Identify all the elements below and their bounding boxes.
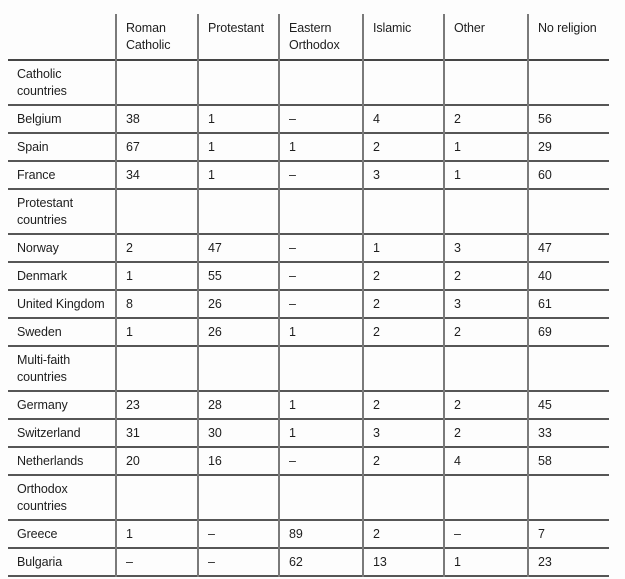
cell: 34 [116, 161, 198, 189]
cell: 1 [444, 161, 528, 189]
cell: 47 [198, 234, 279, 262]
cell: – [116, 548, 198, 576]
table-row [8, 520, 609, 548]
row-label: United Kingdom [17, 297, 105, 311]
cell: 2 [444, 419, 528, 447]
cell: 1 [198, 105, 279, 133]
cell: 61 [528, 290, 609, 318]
cell: – [198, 548, 279, 576]
cell [198, 60, 279, 105]
cell [198, 189, 279, 234]
cell [363, 189, 444, 234]
cell: 62 [279, 548, 363, 576]
table-row [8, 161, 609, 189]
cell: 23 [116, 391, 198, 419]
table-row [8, 447, 609, 475]
cell: 2 [363, 447, 444, 475]
cell: 4 [444, 447, 528, 475]
cell: 1 [279, 133, 363, 161]
row-label: Switzerland [17, 426, 81, 440]
cell: 45 [528, 391, 609, 419]
cell: 26 [198, 318, 279, 346]
row-label: Belgium [17, 112, 62, 126]
cell: 13 [363, 548, 444, 576]
cell: 55 [198, 262, 279, 290]
cell: 1 [198, 161, 279, 189]
cell [528, 346, 609, 391]
cell [116, 189, 198, 234]
row-label: Bulgaria [17, 555, 63, 569]
cell: 1 [363, 234, 444, 262]
cell: 40 [528, 262, 609, 290]
cell: 38 [116, 105, 198, 133]
cell: 2 [363, 262, 444, 290]
column-header: Protestant [198, 14, 279, 60]
table-row [8, 234, 609, 262]
cell: 1 [279, 419, 363, 447]
table-row [8, 391, 609, 419]
cell: 89 [279, 520, 363, 548]
cell: – [279, 105, 363, 133]
column-header: No religion [528, 14, 609, 60]
cell [198, 475, 279, 520]
cell: 2 [444, 318, 528, 346]
row-label: Greece [17, 527, 58, 541]
cell: 1 [279, 391, 363, 419]
cell: 1 [116, 262, 198, 290]
cell [116, 60, 198, 105]
cell [444, 60, 528, 105]
column-header: Roman Catholic [116, 14, 198, 60]
table-header [8, 14, 609, 60]
cell: 2 [363, 318, 444, 346]
column-header: Other [444, 14, 528, 60]
cell: 1 [279, 318, 363, 346]
cell: 2 [444, 262, 528, 290]
cell: 58 [528, 447, 609, 475]
cell: 3 [444, 234, 528, 262]
cell: 26 [198, 290, 279, 318]
cell: 3 [363, 161, 444, 189]
cell: 2 [444, 391, 528, 419]
table-row [8, 419, 609, 447]
cell: 1 [444, 133, 528, 161]
row-label: Spain [17, 140, 49, 154]
cell: 20 [116, 447, 198, 475]
row-label: Germany [17, 398, 68, 412]
cell [116, 346, 198, 391]
cell: – [279, 161, 363, 189]
cell [279, 189, 363, 234]
cell: 60 [528, 161, 609, 189]
cell: – [279, 447, 363, 475]
cell: – [198, 520, 279, 548]
table-row [8, 318, 609, 346]
header-row [8, 14, 609, 60]
column-header: Eastern Orthodox [279, 14, 363, 60]
cell: 1 [116, 318, 198, 346]
section-label: Catholic countries [17, 66, 67, 98]
cell: – [444, 520, 528, 548]
row-label: Netherlands [17, 454, 84, 468]
cell [528, 60, 609, 105]
cell: – [279, 234, 363, 262]
cell: 2 [363, 520, 444, 548]
cell: – [279, 262, 363, 290]
cell: 2 [363, 133, 444, 161]
row-label: Sweden [17, 325, 62, 339]
cell: 69 [528, 318, 609, 346]
cell: 16 [198, 447, 279, 475]
cell: 28 [198, 391, 279, 419]
cell: 2 [116, 234, 198, 262]
section-label: Protestant countries [17, 195, 73, 227]
cell: 1 [116, 520, 198, 548]
religion-table [8, 14, 609, 577]
cell: 3 [444, 290, 528, 318]
row-label: France [17, 168, 56, 182]
cell: 56 [528, 105, 609, 133]
section-row [8, 346, 609, 391]
cell [363, 346, 444, 391]
cell [444, 189, 528, 234]
cell: 2 [444, 105, 528, 133]
cell: 3 [363, 419, 444, 447]
table-row [8, 290, 609, 318]
section-label: Orthodox countries [17, 481, 68, 513]
section-row [8, 60, 609, 105]
table-row [8, 262, 609, 290]
cell [198, 346, 279, 391]
cell: 29 [528, 133, 609, 161]
row-label: Norway [17, 241, 59, 255]
cell: 30 [198, 419, 279, 447]
cell [279, 475, 363, 520]
cell: 67 [116, 133, 198, 161]
cell [528, 475, 609, 520]
cell [363, 60, 444, 105]
cell: 2 [363, 391, 444, 419]
row-label: Denmark [17, 269, 68, 283]
cell [363, 475, 444, 520]
cell: – [279, 290, 363, 318]
section-row [8, 189, 609, 234]
cell: 47 [528, 234, 609, 262]
cell: 1 [198, 133, 279, 161]
corner-cell [8, 14, 116, 60]
cell: 7 [528, 520, 609, 548]
cell: 1 [444, 548, 528, 576]
cell [444, 475, 528, 520]
table-row [8, 133, 609, 161]
cell: 8 [116, 290, 198, 318]
table-row [8, 105, 609, 133]
section-label: Multi-faith countries [17, 352, 71, 384]
cell: 23 [528, 548, 609, 576]
cell: 4 [363, 105, 444, 133]
cell: 31 [116, 419, 198, 447]
cell [279, 346, 363, 391]
cell [279, 60, 363, 105]
table-body [8, 60, 609, 576]
cell [116, 475, 198, 520]
cell: 33 [528, 419, 609, 447]
table-row [8, 548, 609, 576]
cell [444, 346, 528, 391]
cell [528, 189, 609, 234]
column-header: Islamic [363, 14, 444, 60]
section-row [8, 475, 609, 520]
cell: 2 [363, 290, 444, 318]
